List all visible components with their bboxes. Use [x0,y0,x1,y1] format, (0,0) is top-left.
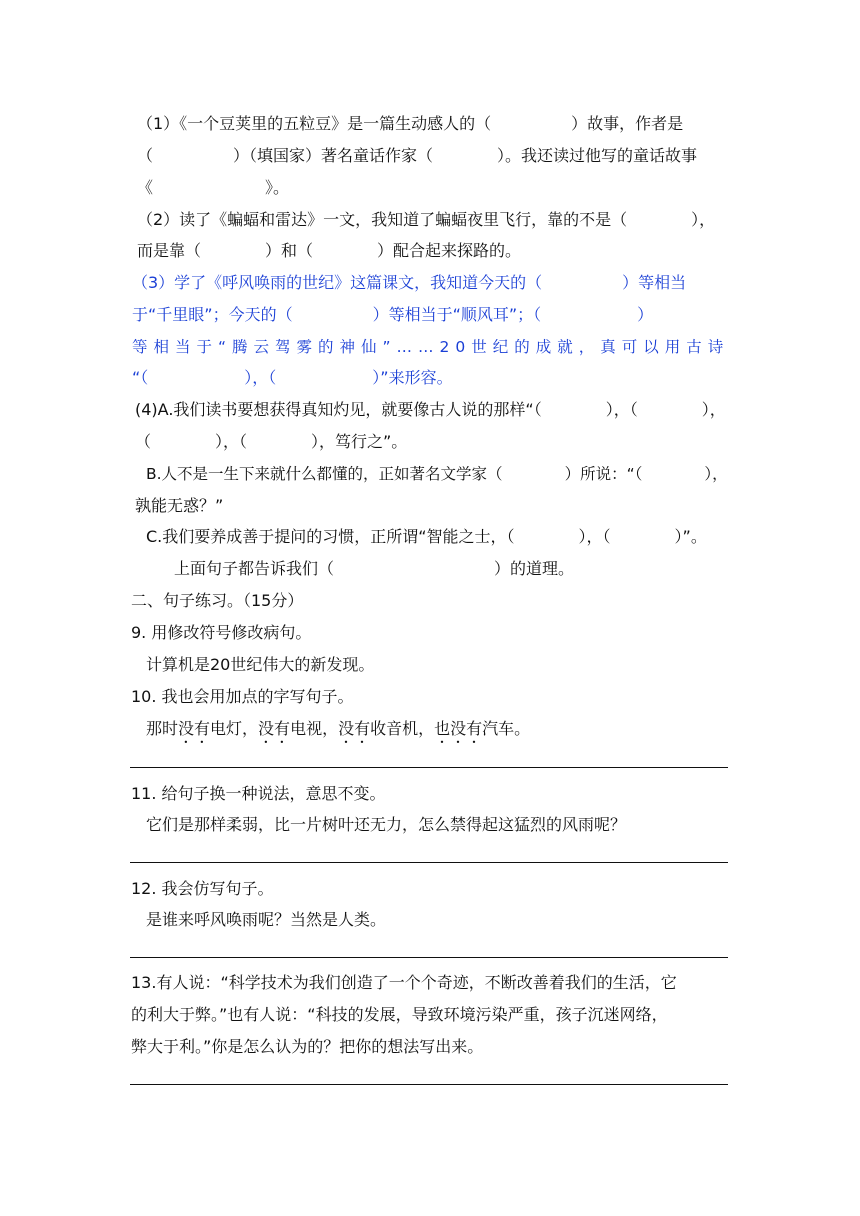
q11-sentence: 它们是那样柔弱，比一片树叶还无力，怎么禁得起这猛烈的风雨呢？ [146,815,627,834]
q10-title: 10. 我也会用加点的字写句子。 [131,687,354,706]
q10-dotted-word: 没有 [338,719,371,738]
q10-answer-line[interactable] [130,767,728,768]
q10-sentence [146,718,530,747]
q8-part4-line1: (4)A.我们读书要想获得真知灼见，就要像古人说的那样“（ ），（ ）， [135,400,726,419]
q8-part4-b-line2: 孰能无惑？” [135,496,224,515]
q10-text: 那时 [146,719,179,738]
q8-part2-line2: 而是靠（ ）和（ ）配合起来探路的。 [137,241,522,260]
q10-dotted-word: 也没有 [434,719,483,738]
q11-answer-line[interactable] [130,862,728,863]
q8-part1-line1: （1）《一个豆荚里的五粒豆》是一篇生动感人的（ ）故事，作者是 [137,114,684,133]
q8-part3-line2: 于“千里眼”；今天的（ ）等相当于“顺风耳”；（ ） [132,305,654,324]
q10-dotted-word: 没有 [178,719,211,738]
q8-part4-summary: 上面句子都告诉我们（ ）的道理。 [174,559,575,578]
q8-part1-line2: （ ）（填国家）著名童话作家（ ）。我还读过他写的童话故事 [137,146,698,165]
q8-part4-c-line1: C.我们要养成善于提问的习惯，正所谓“智能之士，（ ），（ ）”。 [146,527,707,546]
q13-answer-line[interactable] [130,1084,728,1085]
q10-dotted-word: 没有 [258,719,291,738]
q12-sentence: 是谁来呼风唤雨呢？当然是人类。 [146,910,387,929]
q9-title: 9. 用修改符号修改病句。 [131,623,312,642]
section2-heading: 二、句子练习。（15分） [131,591,304,610]
q8-part3-line1: （3）学了《呼风唤雨的世纪》这篇课文，我知道今天的（ ）等相当 [132,273,687,292]
q11-title: 11. 给句子换一种说法，意思不变。 [131,784,386,803]
q13-line1: 13.有人说：“科学技术为我们创造了一个个奇迹，不断改善着我们的生活，它 [131,973,677,992]
q12-title: 12. 我会仿写句子。 [131,879,274,898]
q10-text: 电灯， [210,719,259,738]
q8-part3-line3: 等相当于“腾云驾雾的神仙”……20世纪的成就，真可以用古诗 [132,338,730,356]
q9-sentence: 计算机是20世纪伟大的新发现。 [146,655,375,674]
q8-part4-line2: （ ），（ ），笃行之”。 [135,432,408,451]
q10-text: 电视， [290,719,339,738]
q13-line3: 弊大于利。”你是怎么认为的？把你的想法写出来。 [131,1037,484,1056]
q10-text: 收音机， [370,719,435,738]
q8-part1-line3: 《 》。 [137,178,290,197]
q8-part4-b-line1: B.人不是一生下来就什么都懂的，正如著名文学家（ ）所说：“（ ）， [146,465,728,483]
q12-answer-line[interactable] [130,957,728,958]
q13-line2: 的利大于弊。”也有人说：“科技的发展，导致环境污染严重，孩子沉迷网络， [131,1005,668,1024]
q8-part2-line1: （2）读了《蝙蝠和雷达》一文，我知道了蝙蝠夜里飞行，靠的不是（ ）， [137,210,716,229]
q10-text: 汽车。 [482,719,531,738]
q8-part3-line4: “（ ），（ ）”来形容。 [132,368,453,387]
